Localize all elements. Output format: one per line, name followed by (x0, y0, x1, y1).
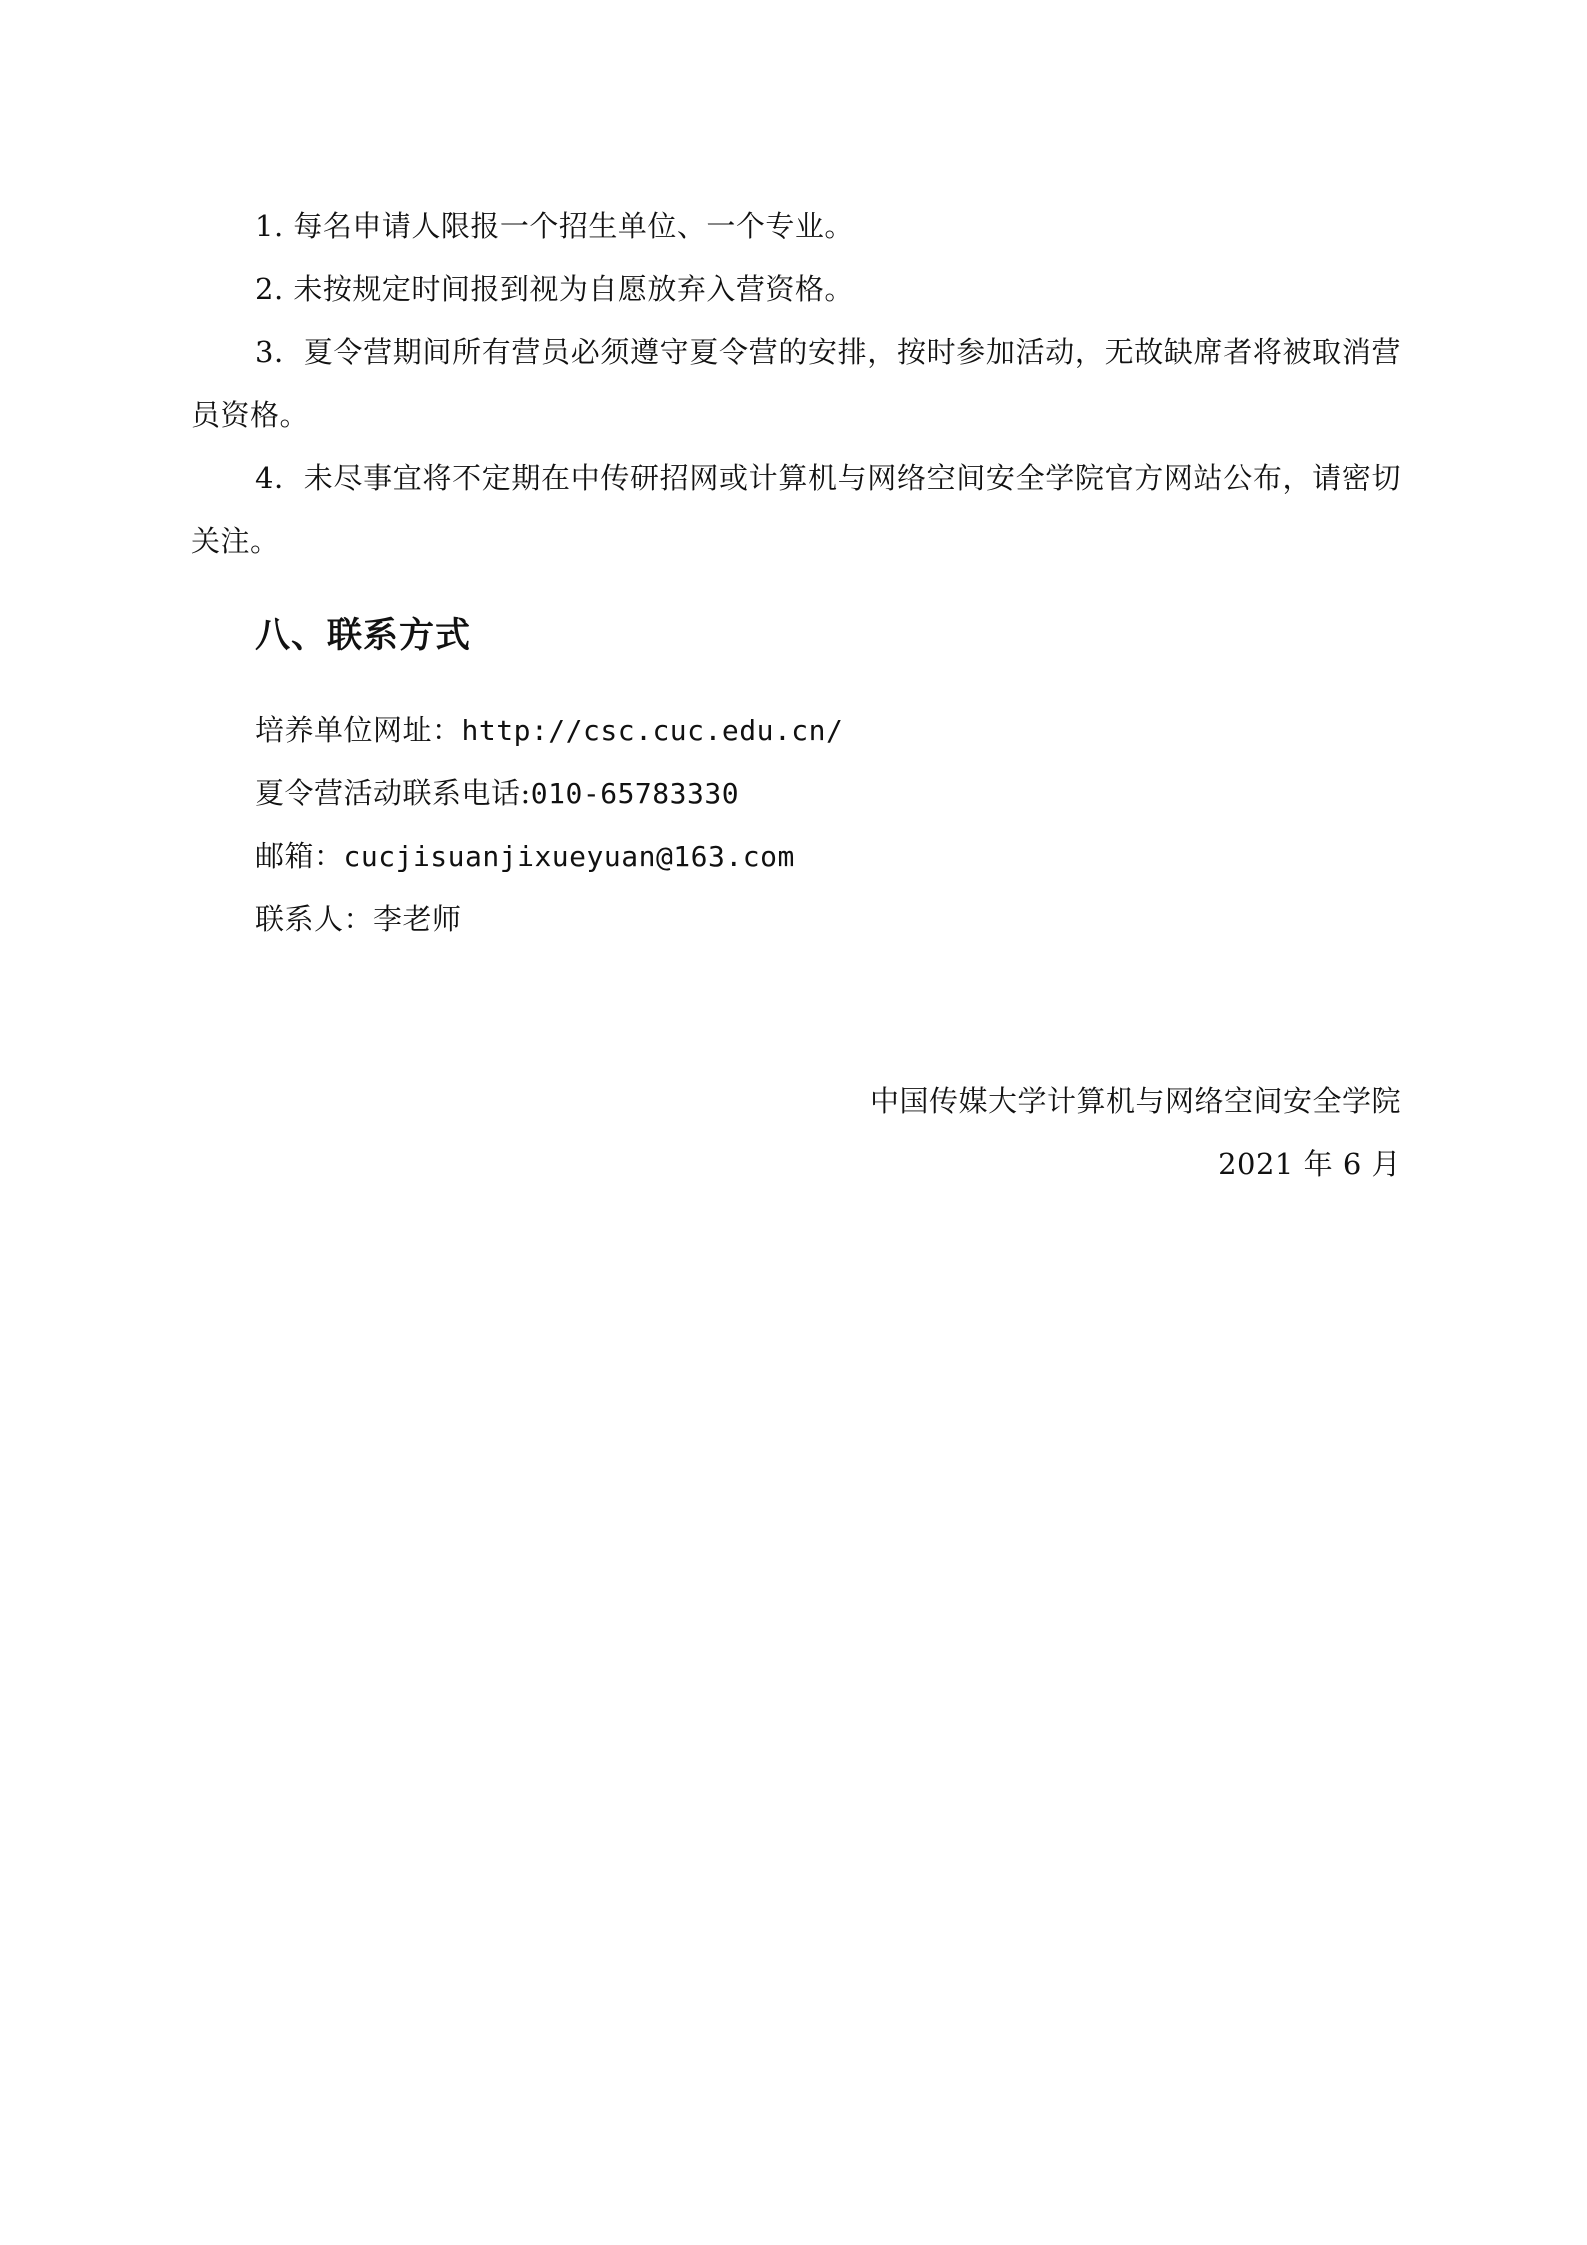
person-value: 李老师 (373, 902, 462, 936)
website-label: 培养单位网址： (255, 713, 462, 747)
document-body (191, 195, 1401, 951)
phone-value: 010-65783330 (530, 777, 740, 810)
rule-item-4: 4．未尽事宜将不定期在中传研招网或计算机与网络空间安全学院官方网站公布，请密切关注。 (191, 461, 1401, 558)
phone-label: 夏令营活动联系电话: (255, 776, 531, 810)
contact-website (255, 699, 1401, 762)
rule-item-2: 2. 未按规定时间报到视为自愿放弃入营资格。 (255, 272, 854, 306)
contact-email (255, 825, 1401, 888)
website-link[interactable]: http://csc.cuc.edu.cn/ (461, 714, 844, 747)
section-heading-contact: 八、联系方式 (255, 616, 472, 656)
contact-person (255, 888, 1401, 951)
signature-block (870, 1070, 1401, 1196)
email-link[interactable]: cucjisuanjixueyuan@163.com (343, 840, 795, 873)
contact-phone (255, 762, 1401, 825)
email-label: 邮箱： (255, 839, 344, 873)
rule-item-3: 3．夏令营期间所有营员必须遵守夏令营的安排，按时参加活动，无故缺席者将被取消营员资格。 (191, 335, 1401, 432)
person-label: 联系人： (255, 902, 374, 936)
signature-org: 中国传媒大学计算机与网络空间安全学院 (869, 1084, 1401, 1118)
signature-date: 2021 年 6 月 (1218, 1147, 1401, 1181)
rule-item-1: 1. 每名申请人限报一个招生单位、一个专业。 (255, 209, 854, 243)
